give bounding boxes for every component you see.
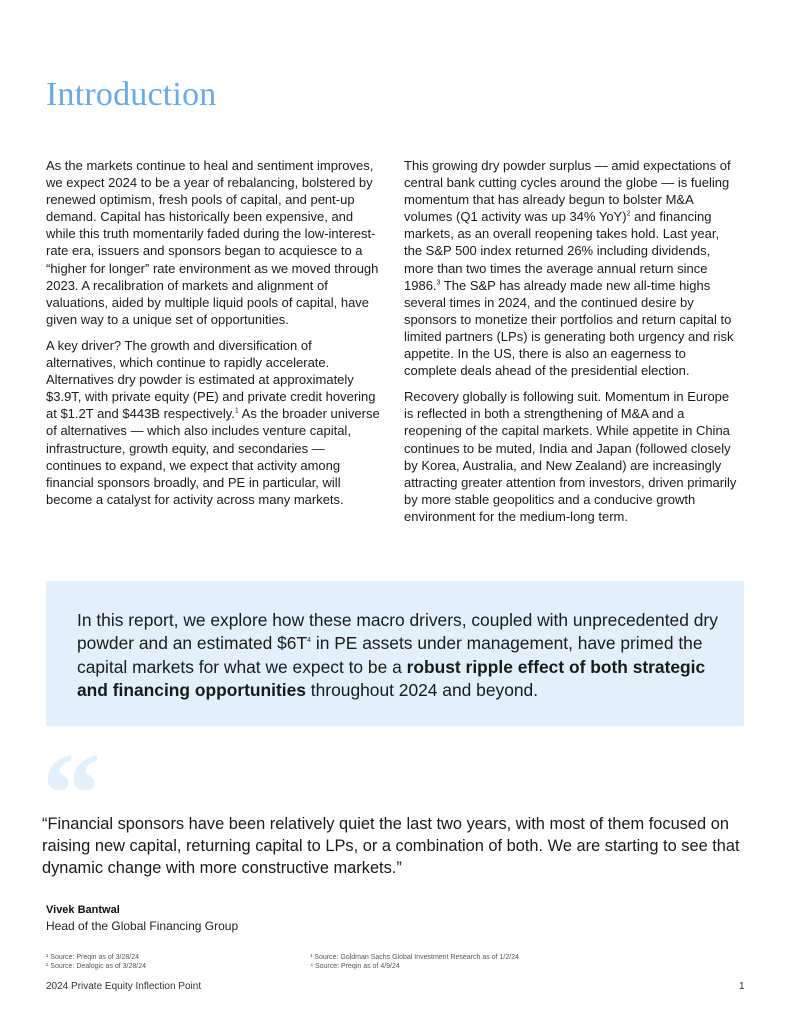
callout-text-part: throughout 2024 and beyond.	[305, 680, 539, 701]
footnote-ref: 2	[626, 210, 631, 218]
footnote: ¹ Source: Preqin as of 3/28/24	[46, 954, 139, 961]
right-column	[404, 157, 739, 534]
footnote-ref: 3	[436, 279, 441, 287]
paragraph-text: As the broader universe of alternatives — which also includes venture capital, infrastructure, growth equity, and secondaries — continues to expand, we expect that activity among financial sponsors broadly, and PE in particular, will become a catalyst for activity across many markets.	[46, 406, 380, 507]
paragraph-text: and financing markets, as an overall reopening takes hold. Last year, the S&P 500 index returned 26% including dividends, more than two times the average annual return since 1986.	[404, 209, 720, 293]
paragraph-text: This growing dry powder surplus — amid expectations of central bank cutting cycles around the globe — is fueling momentum that has already begun to bolster M&A volumes (Q1 activity was up 34% YoY)	[404, 158, 731, 225]
paragraph-text: A key driver? The growth and diversification of alternatives, which continue to rapidly accelerate. Alternatives dry powder is estimated at approximately $3.9T, with private equity (PE) and private credit hovering at $1.2T and $443B respectively.	[46, 337, 376, 422]
quote-author-role: Head of the Global Financing Group	[46, 919, 239, 933]
paragraph-text: Recovery globally is following suit. Momentum in Europe is reflected in both a strengthening of M&A and a reopening of the capital markets. While appetite in China continues to be muted, India and Japan (followed closely by Korea, Australia, and New Zealand) are increasingly attracting greater attention from investors, driven primarily by more stable geopolitics and a conducive growth environment for the medium-long term.	[404, 389, 737, 524]
footnotes-left	[46, 953, 146, 971]
callout-text	[77, 609, 737, 703]
callout-box	[46, 581, 744, 726]
footnote-ref: 1	[234, 407, 239, 415]
paragraph-text: The S&P has already made new all-time highs several times in 2024, and the continued desire by sponsors to monetize their portfolios and return capital to limited partners (LPs) is generating both urgency and risk appetite. In the US, there is also an eagerness to complete deals ahead of the presidential election.	[404, 277, 734, 379]
paragraph	[46, 337, 381, 508]
callout-text-part: In this report, we explore how these macro drivers, coupled with unprecedented dry powder and an estimated $6T	[77, 610, 718, 654]
paragraph	[404, 157, 739, 379]
quote-author-name: Vivek Bantwal	[46, 904, 120, 916]
footnote-ref: 4	[307, 637, 311, 645]
footnote: ³ Source: Goldman Sachs Global Investment Research as of 1/2/24	[310, 954, 519, 961]
callout-emphasis: robust ripple effect of both strategic and financing opportunities	[77, 656, 706, 701]
left-column	[46, 157, 381, 517]
paragraph	[404, 388, 739, 525]
callout-text-part: in PE assets under management, have primed the capital markets for what we expect to be a	[77, 633, 703, 677]
pull-quote: “Financial sponsors have been relatively quiet the last two years, with most of them focused on raising new capital, returning capital to LPs, or a combination of both. We are starting to see that dynamic change with more constructive markets.”	[42, 815, 740, 878]
page-number: 1	[739, 981, 745, 992]
page-title: Introduction	[46, 76, 217, 113]
paragraph-text: As the markets continue to heal and sentiment improves, we expect 2024 to be a year of rebalancing, bolstered by renewed optimism, fresh pools of capital, and pent-up demand. Capital has historically been expensive, and while this truth momentarily faded during the low-interest-rate era, issuers and sponsors began to acquiesce to a “higher for longer” rate environment as we moved through 2023. A recalibration of markets and alignment of valuations, aided by multiple liquid pools of capital, have given way to a unique set of opportunities.	[46, 158, 379, 327]
paragraph	[46, 157, 381, 328]
footer-title: 2024 Private Equity Inflection Point	[46, 981, 202, 992]
footnote: ² Source: Dealogic as of 3/28/24	[46, 963, 147, 970]
footnotes-right	[310, 953, 519, 971]
footnote: ⁴ Source: Preqin as of 4/9/24	[310, 963, 400, 970]
quote-mark-icon: “	[42, 728, 101, 859]
